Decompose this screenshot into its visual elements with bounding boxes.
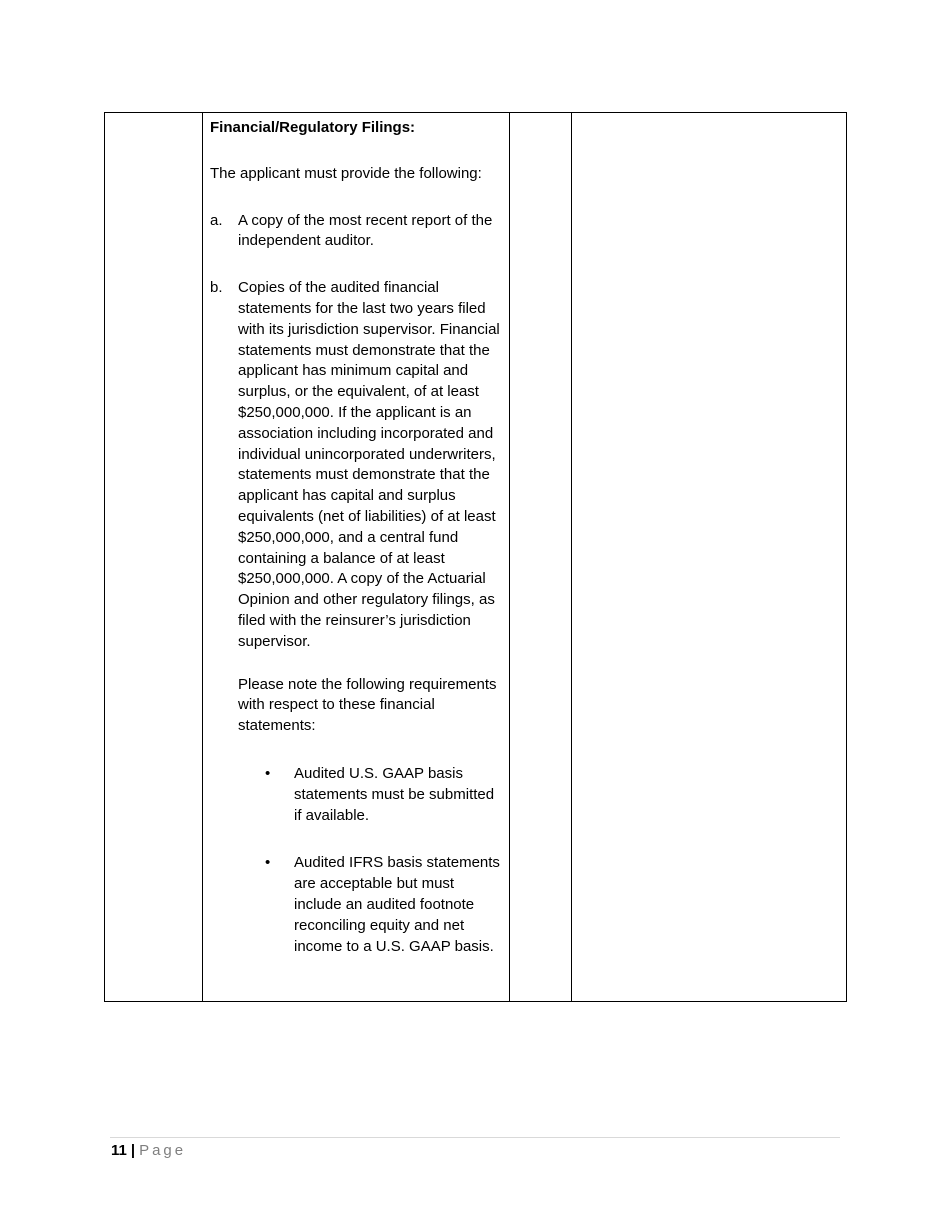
page-footer: [111, 1141, 186, 1161]
footer-separator: |: [130, 1142, 136, 1159]
section-heading: Financial/Regulatory Filings:: [210, 119, 416, 136]
bullet-ifrs-text: Audited IFRS basis statements are acceptable but must include an audited footnote reconciling equity and net income to a U.S. GAAP basis.: [294, 854, 500, 955]
page-label: Page: [139, 1142, 187, 1159]
list-marker-a: a.: [210, 211, 223, 229]
table-cell-empty-middle: [510, 113, 572, 1002]
table-cell-empty-right: [572, 113, 847, 1002]
list-item-a: [210, 211, 505, 253]
bullet-icon: •: [265, 764, 271, 782]
list-item-b: [210, 278, 505, 652]
list-item-a-text: A copy of the most recent report of the independent auditor.: [238, 211, 493, 250]
list-item-b-text: Copies of the audited financial statements for the last two years filed with its jurisdiction supervisor. Financial statements must demonstrate that the applicant has minimum capital and surplus, or the equivalent, of at least $250,000,000. If the applicant is an association including incorporated and individual unincorporated underwriters, statements must demonstrate that the applicant has capital and surplus equivalents (net of liabilities) of at least $250,000,000, and a central fund containing a balance of at least $250,000,000. A copy of the Actuarial Opinion and other regulatory filings, as filed with the reinsurer’s jurisdiction supervisor.: [238, 279, 500, 650]
requirements-content: [203, 113, 509, 957]
table-cell-requirements: [203, 113, 510, 1002]
footer-divider: [110, 1137, 840, 1138]
bullet-item-ifrs: [265, 853, 505, 957]
list-marker-b: b.: [210, 279, 223, 297]
financial-statements-note: Please note the following requirements with respect to these financial statements:: [238, 675, 497, 735]
section-intro: The applicant must provide the following:: [210, 164, 482, 182]
bullet-item-gaap: [265, 764, 505, 826]
table-row: [105, 113, 847, 1002]
bullet-icon: •: [265, 854, 271, 872]
page-number: 11: [111, 1142, 127, 1159]
bullet-gaap-text: Audited U.S. GAAP basis statements must be submitted if available.: [294, 764, 495, 824]
requirements-table: [104, 112, 847, 1002]
table-cell-empty-left: [105, 113, 203, 1002]
